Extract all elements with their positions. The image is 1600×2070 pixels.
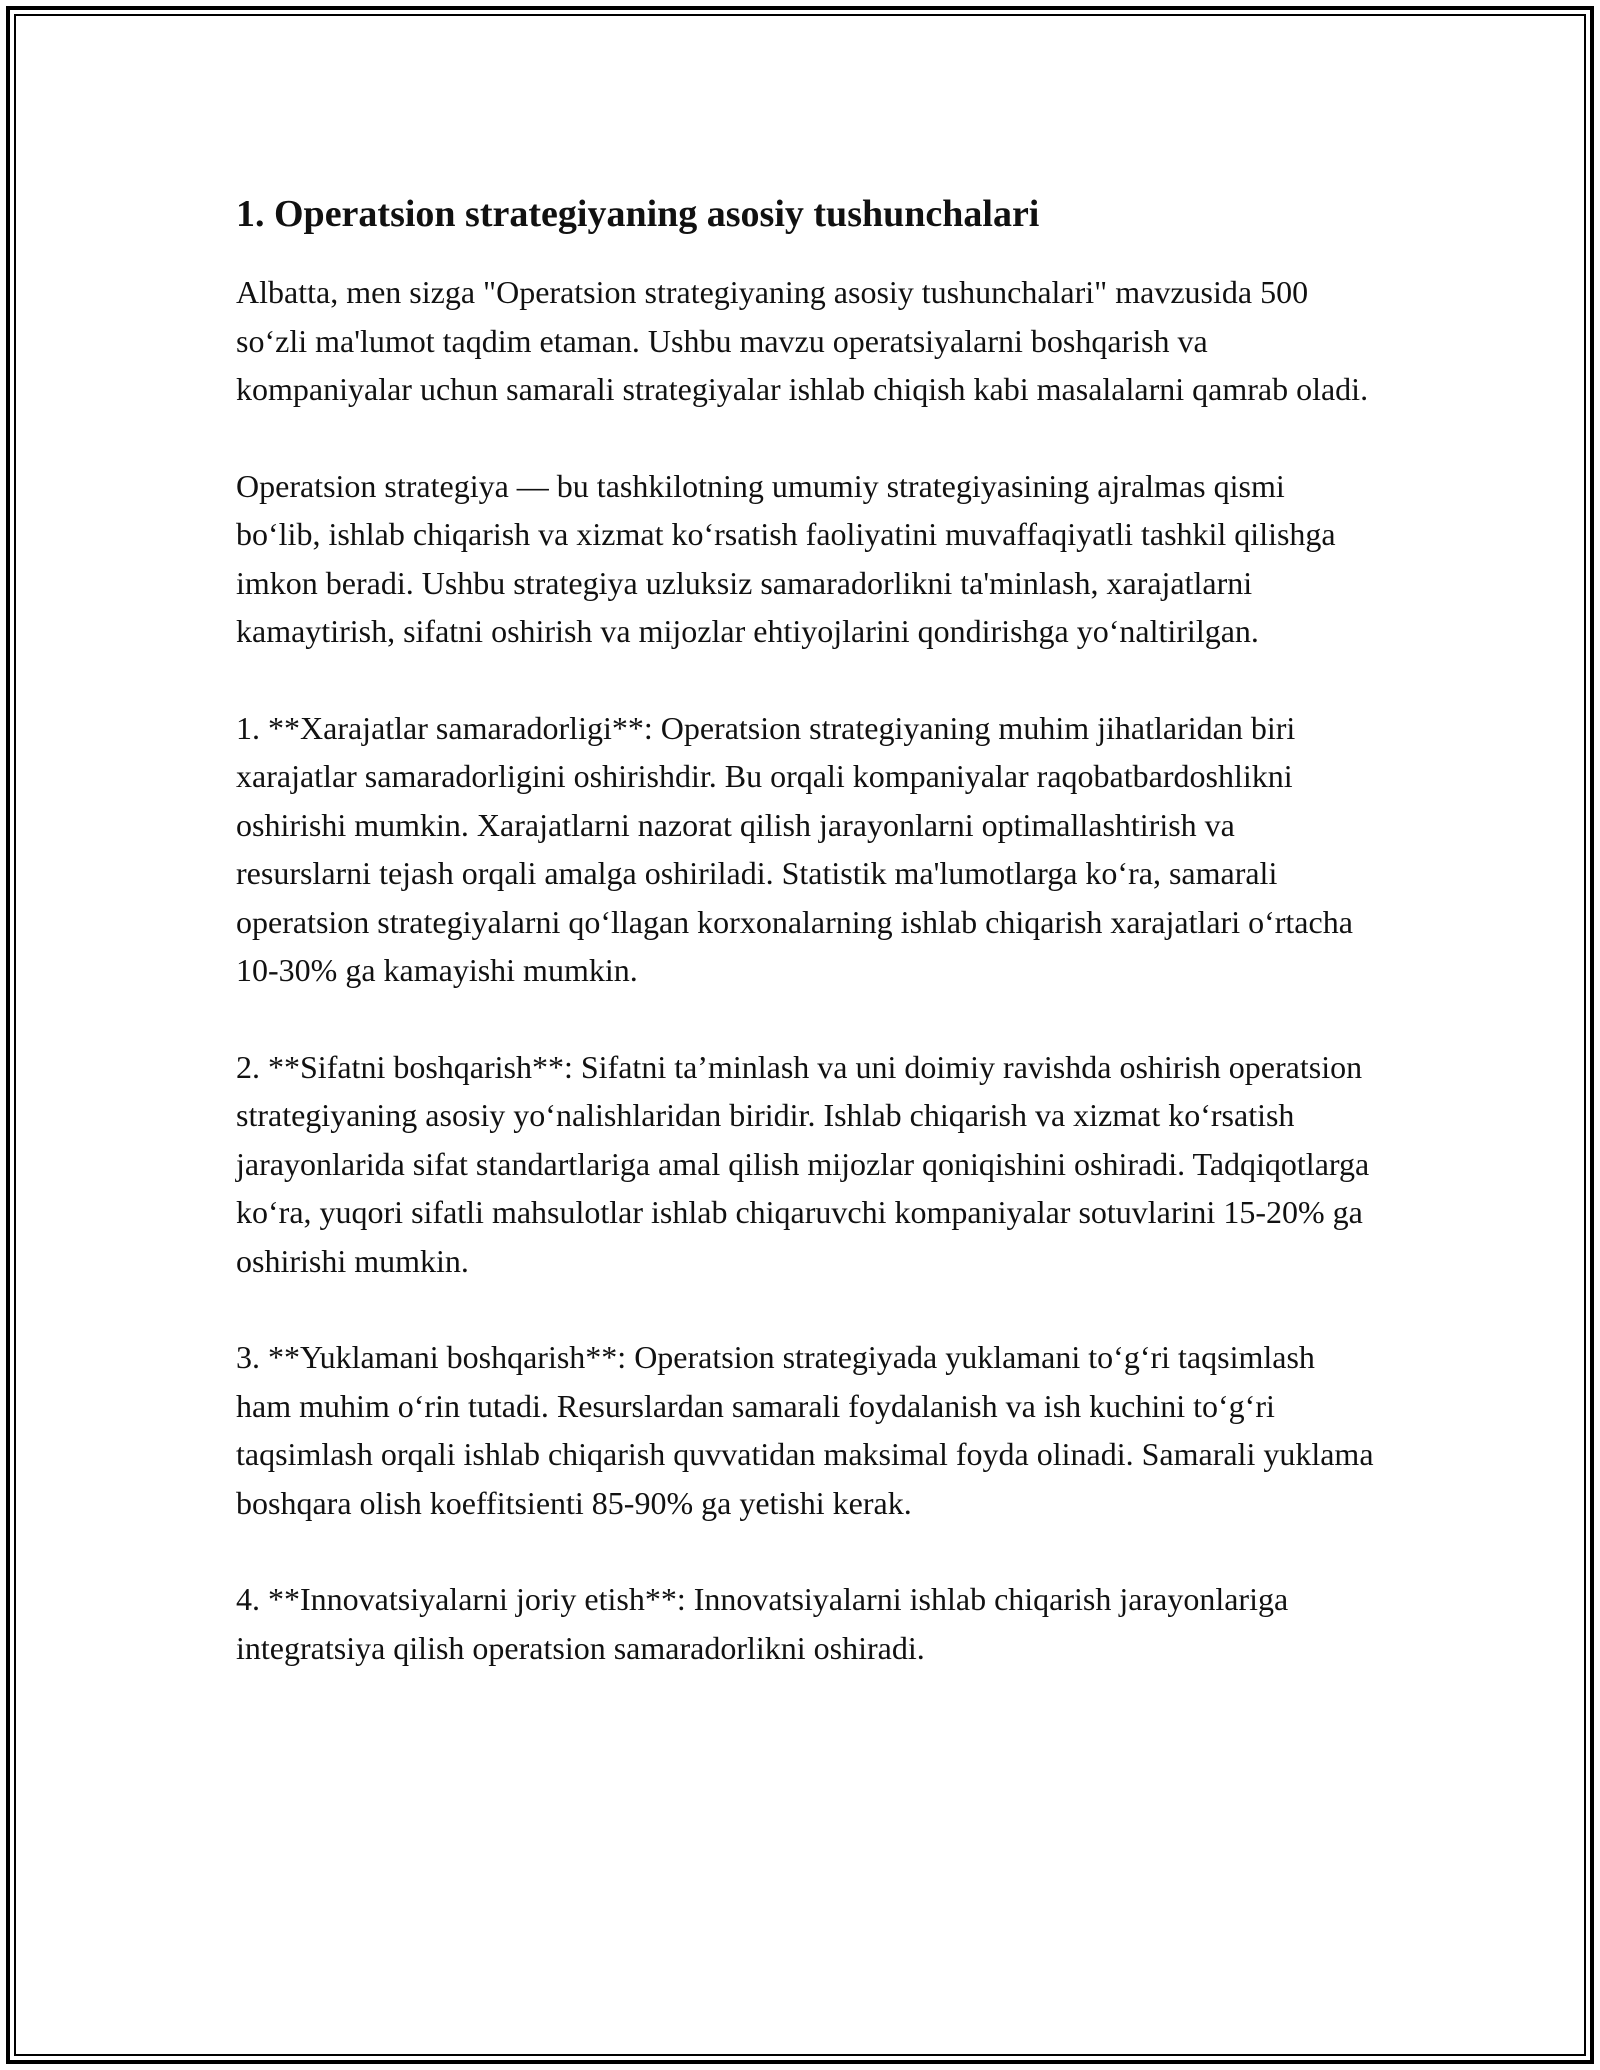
paragraph-item-2: 2. **Sifatni boshqarish**: Sifatni ta’minlash va uni doimiy ravishda oshirish operatsion strategiyaning asosiy yo‘nalishlaridan biridir. Ishlab chiqarish va xizmat ko‘rsatish jarayonlarida sifat standartlariga amal qilish mijozlar qoniqishini oshiradi. Tadqiqotlarga ko‘ra, yuqori sifatli mahsulotlar ishlab chiqaruvchi kompaniyalar sotuvlarini 15-20% ga oshirishi mumkin. — [236, 1048, 1370, 1279]
paragraph-intro: Albatta, men sizga "Operatsion strategiyaning asosiy tushunchalari" mavzusida 500 so‘zli ma'lumot taqdim etaman. Ushbu mavzu operatsiyalarni boshqarish va kompaniyalar uchun samarali strategiyalar ishlab chiqish kabi masalalarni qamrab oladi. — [236, 274, 1369, 407]
paragraph-item-4: 4. **Innovatsiyalarni joriy etish**: Innovatsiyalarni ishlab chiqarish jarayonlariga integratsiya qilish operatsion samaradorlikni oshiradi. — [236, 1581, 1289, 1666]
paragraph-definition: Operatsion strategiya — bu tashkilotning umumiy strategiyasining ajralmas qismi bo‘lib, ishlab chiqarish va xizmat ko‘rsatish faoliyatini muvaffaqiyatli tashkil qilishga imkon beradi. Ushbu strategiya uzluksiz samaradorlikni ta'minlash, xarajatlarni kamaytirish, sifatni oshirish va mijozlar ehtiyojlarini qondirishga yo‘naltirilgan. — [236, 467, 1336, 649]
paragraph-item-3: 3. **Yuklamani boshqarish**: Operatsion strategiyada yuklamani to‘g‘ri taqsimlash ham muhim o‘rin tutadi. Resurslardan samarali foydalanish va ish kuchini to‘g‘ri taqsimlash orqali ishlab chiqarish quvvatidan maksimal foyda olinadi. Samarali yuklama boshqara olish koeffitsienti 85-90% ga yetishi kerak. — [236, 1339, 1374, 1521]
document-body — [236, 186, 1376, 1720]
paragraph-item-1: 1. **Xarajatlar samaradorligi**: Operatsion strategiyaning muhim jihatlaridan biri xarajatlar samaradorligini oshirishdir. Bu orqali kompaniyalar raqobatbardoshlikni oshirishi mumkin. Xarajatlarni nazorat qilish jarayonlarni optimallashtirish va resurslarni tejash orqali amalga oshiriladi. Statistik ma'lumotlarga ko‘ra, samarali operatsion strategiyalarni qo‘llagan korxonalarning ishlab chiqarish xarajatlari o‘rtacha 10-30% ga kamayishi mumkin. — [236, 709, 1353, 988]
document-title: 1. Operatsion strategiyaning asosiy tushunchalari — [236, 193, 1040, 235]
